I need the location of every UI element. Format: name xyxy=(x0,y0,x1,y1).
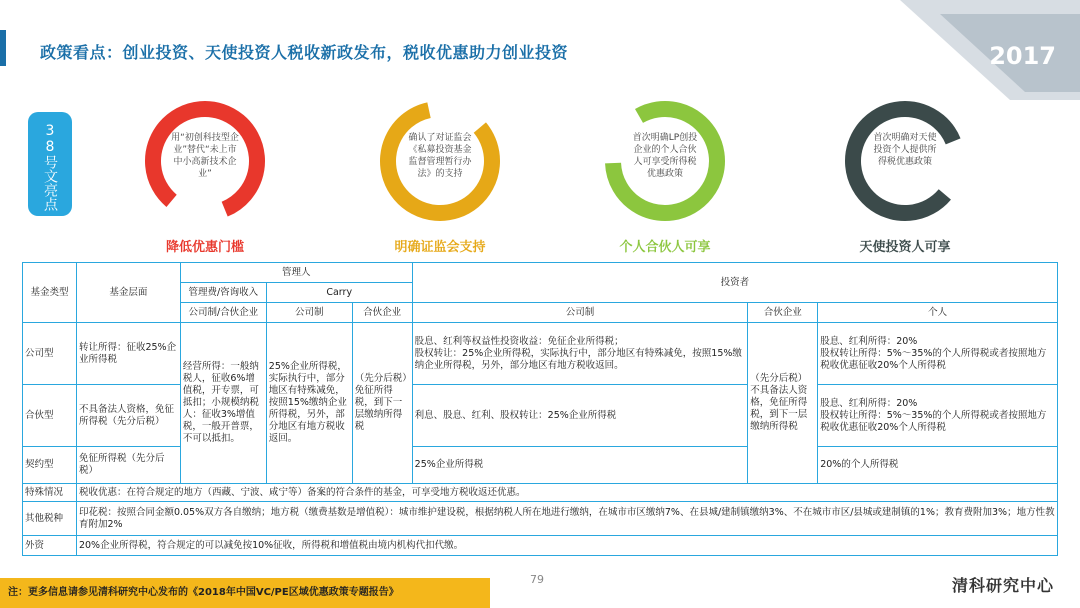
highlights-badge: 38号文亮点 xyxy=(28,112,72,216)
table-row xyxy=(23,385,1058,447)
row-label: 其他税种 xyxy=(23,502,77,536)
table-cell: 股息、红利所得：20% 股权转让所得：5%～35%的个人所得税或者按照地方税收优惠征收20%个人所得税 xyxy=(818,385,1058,447)
header-partnership: 合伙企业 xyxy=(352,303,412,323)
header-fund-type: 基金类型 xyxy=(23,263,77,323)
header-inv-company: 公司制 xyxy=(412,303,748,323)
highlight-caption: 明确证监会支持 xyxy=(394,240,486,255)
header-individual: 个人 xyxy=(818,303,1058,323)
highlight-caption: 降低优惠门槛 xyxy=(165,240,244,255)
header-mgmt-fee: 管理费/咨询收入 xyxy=(180,283,266,303)
header-carry: Carry xyxy=(266,283,412,303)
table-row xyxy=(23,536,1058,556)
table-cell: 20%企业所得税，符合规定的可以减免按10%征收，所得税和增值税由境内机构代扣代缴。 xyxy=(76,536,1057,556)
highlight-caption: 个人合伙人可享 xyxy=(619,240,711,255)
table-cell: 利息、股息、红利、股权转让：25%企业所得税 xyxy=(412,385,748,447)
header-inv-partnership: 合伙企业 xyxy=(748,303,818,323)
table-cell: （先分后税）免征所得税，到下一层缴纳所得税 xyxy=(352,323,412,484)
table-cell: 股息、红利所得：20% 股权转让所得：5%～35%的个人所得税或者按照地方税收优惠征收20%个人所得税 xyxy=(818,323,1058,385)
row-label: 公司型 xyxy=(23,323,77,385)
table-cell: 税收优惠：在符合规定的地方（西藏、宁波、咸宁等）备案的符合条件的基金，可享受地方税收返还优惠。 xyxy=(76,484,1057,502)
highlight-text: 用“初创科技型企业”替代“未上市中小高新技术企业” xyxy=(171,133,239,179)
highlight-text: 确认了对证监会《私募投资基金监督管理暂行办法》的支持 xyxy=(408,133,472,179)
table-cell: 转让所得：征收25%企业所得税 xyxy=(76,323,180,385)
table-cell: 20%的个人所得税 xyxy=(818,447,1058,484)
table-row xyxy=(23,484,1058,502)
table-cell: 25%企业所得税，实际执行中，部分地区有特殊减免，按照15%缴纳企业所得税，另外，部分地区有地方税收返回。 xyxy=(266,323,352,484)
highlight-donut-2 xyxy=(375,96,505,226)
table-header-row xyxy=(23,263,1058,283)
row-label: 合伙型 xyxy=(23,385,77,447)
table-cell: （先分后税） 不具备法人资格，免征所得税，到下一层缴纳所得税 xyxy=(748,323,818,484)
row-label: 外资 xyxy=(23,536,77,556)
page-number: 79 xyxy=(530,573,544,586)
highlight-donut-1 xyxy=(140,96,270,226)
page-title: 政策看点：创业投资、天使投资人税收新政发布，税收优惠助力创业投资 xyxy=(40,43,569,62)
highlight-donut-4 xyxy=(840,96,970,226)
table-cell: 25%企业所得税 xyxy=(412,447,748,484)
footnote: 注：更多信息请参见清科研究中心发布的《2018年中国VC/PE区域优惠政策专题报告》 xyxy=(8,587,399,598)
highlight-text: 首次明确LP创投企业的个人合伙人可享受所得税优惠政策 xyxy=(632,133,698,179)
tax-policy-table xyxy=(22,262,1058,556)
table-cell: 不具备法人资格，免征所得税（先分后税） xyxy=(76,385,180,447)
year-label: 2017 xyxy=(989,42,1056,70)
highlight-caption: 天使投资人可享 xyxy=(859,240,951,255)
table-row xyxy=(23,323,1058,385)
table-cell: 免征所得税（先分后税） xyxy=(76,447,180,484)
highlight-donut-3 xyxy=(600,96,730,226)
row-label: 特殊情况 xyxy=(23,484,77,502)
table-row xyxy=(23,502,1058,536)
header-manager: 管理人 xyxy=(180,263,412,283)
brand-logo: 清科研究中心 xyxy=(951,576,1054,595)
table-cell: 经营所得：一般纳税人，征收6%增值税，开专票，可抵扣；小规模纳税人：征收3%增值税，一般开普票，不可以抵扣。 xyxy=(180,323,266,484)
table-row xyxy=(23,447,1058,484)
title-accent-bar xyxy=(0,30,6,66)
header-fund-level: 基金层面 xyxy=(76,263,180,323)
table-cell: 股息、红利等权益性投资收益：免征企业所得税； 股权转让：25%企业所得税，实际执行中，部分地区有特殊减免，按照15%缴纳企业所得税，另外，部分地区有地方税收返回。 xyxy=(412,323,748,385)
header-company: 公司制 xyxy=(266,303,352,323)
header-investor: 投资者 xyxy=(412,263,1057,303)
row-label: 契约型 xyxy=(23,447,77,484)
highlight-text: 首次明确对天使投资个人提供所得税优惠政策 xyxy=(873,133,937,167)
table-cell: 印花税：按照合同金额0.05%双方各自缴纳；地方税（缴费基数是增值税）：城市维护建设税，根据纳税人所在地进行缴纳，在城市市区缴纳7%、在县城/建制镇缴纳3%、不在城市市区/县城或建制镇的1%；教育费附加3%；地方性教育附加2% xyxy=(76,502,1057,536)
header-co-partner: 公司制/合伙企业 xyxy=(180,303,266,323)
